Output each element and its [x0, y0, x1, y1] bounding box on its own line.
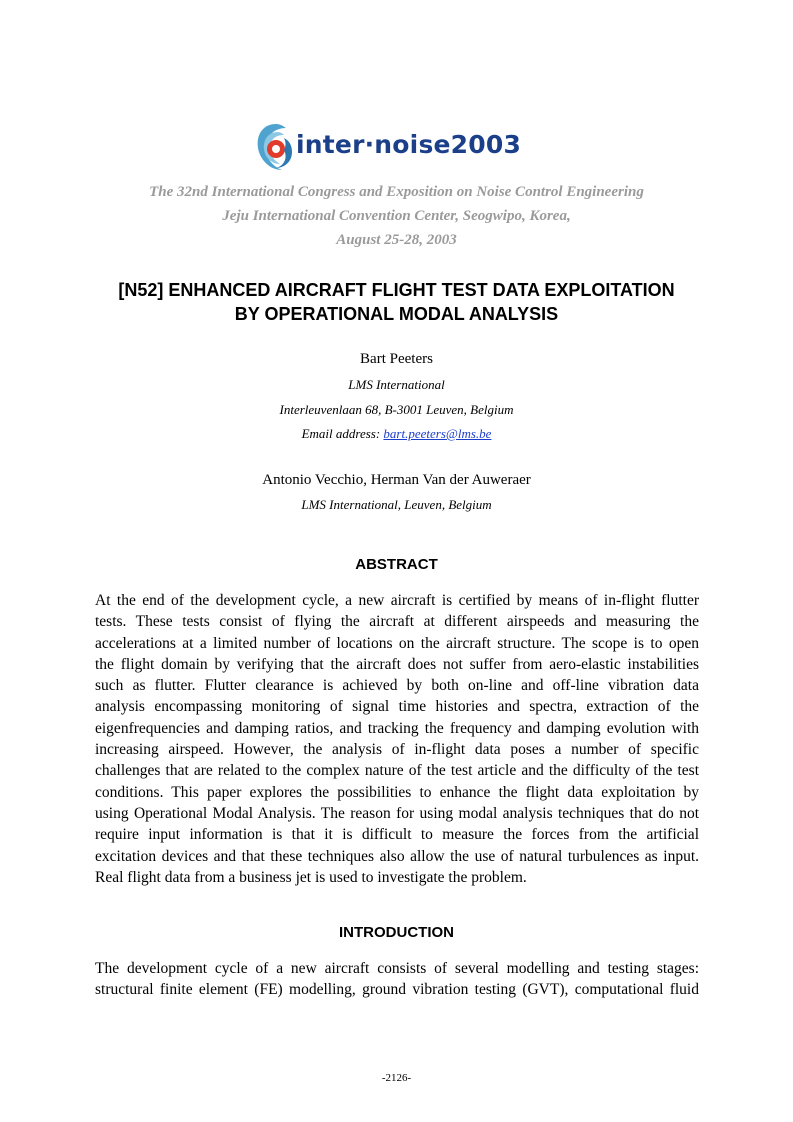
email-link[interactable]: bart.peeters@lms.be [383, 426, 492, 441]
text-line: require input information is that it is difficult to measure the forces from the artificial [95, 826, 699, 844]
swirl-logo-icon [254, 120, 298, 176]
conference-dates: August 25-28, 2003 [336, 232, 457, 248]
abstract-heading: ABSTRACT [355, 556, 438, 573]
text-line: eigenfrequencies and damping ratios, and tracking the frequency and damping evolution with [95, 719, 699, 737]
text-line: the flight domain by verifying that the aircraft does not suffer from aero-elastic instabilities [95, 655, 699, 673]
text-line: tests. These tests consist of flying the aircraft at different airspeeds and measuring the [95, 613, 699, 631]
text-line: At the end of the development cycle, a new aircraft is certified by means of in-flight flutter [95, 592, 699, 609]
text-line: conditions. This paper explores the possibilities to enhance the flight data exploitation by [95, 783, 699, 801]
author-address: Interleuvenlaan 68, B-3001 Leuven, Belgium [279, 402, 514, 417]
text-line: using Operational Modal Analysis. The reason for using modal analysis techniques that do not [95, 804, 699, 822]
text-line: The development cycle of a new aircraft consists of several modelling and testing stages: [95, 960, 699, 977]
text-line: accelerations at a limited number of locations on the aircraft structure. The scope is to open [95, 634, 699, 652]
logo-wordmark: inter·noise2003 [296, 130, 522, 159]
author-name: Bart Peeters [360, 351, 433, 367]
coauthor-affiliation: LMS International, Leuven, Belgium [301, 497, 492, 512]
author-affiliation: LMS International [348, 377, 445, 392]
paper-title-line-1: [N52] ENHANCED AIRCRAFT FLIGHT TEST DATA EXPLOITATION [118, 280, 675, 300]
text-line: excitation devices and that these techniques also allow the use of natural turbulences as input. [95, 847, 699, 865]
text-line: analysis encompassing monitoring of signal time histories and spectra, extraction of the [95, 698, 699, 716]
text-line: Real flight data from a business jet is used to investigate the problem. [95, 868, 527, 886]
email-label: Email address: [301, 426, 384, 441]
coauthor-names: Antonio Vecchio, Herman Van der Auweraer [262, 472, 531, 488]
text-line: such as flutter. Flutter clearance is achieved by both on-line and off-line vibration data [95, 677, 699, 695]
author-email-line [0, 426, 793, 442]
page-number: -2126- [381, 1072, 412, 1084]
introduction-heading: INTRODUCTION [339, 924, 454, 941]
paper-title-line-2: BY OPERATIONAL MODAL ANALYSIS [234, 304, 559, 324]
text-line: challenges that are related to the complex nature of the test article and the difficulty of the test [95, 762, 699, 780]
text-line: increasing airspeed. However, the analysis of in-flight data poses a number of specific [95, 741, 699, 759]
introduction-paragraph [95, 958, 699, 1001]
conference-logo [254, 120, 544, 176]
text-line: structural finite element (FE) modelling, ground vibration testing (GVT), computational fluid [95, 981, 699, 999]
conference-name: The 32nd International Congress and Exposition on Noise Control Engineering [149, 184, 644, 200]
abstract-paragraph [95, 590, 699, 888]
conference-venue: Jeju International Convention Center, Seogwipo, Korea, [222, 208, 571, 224]
